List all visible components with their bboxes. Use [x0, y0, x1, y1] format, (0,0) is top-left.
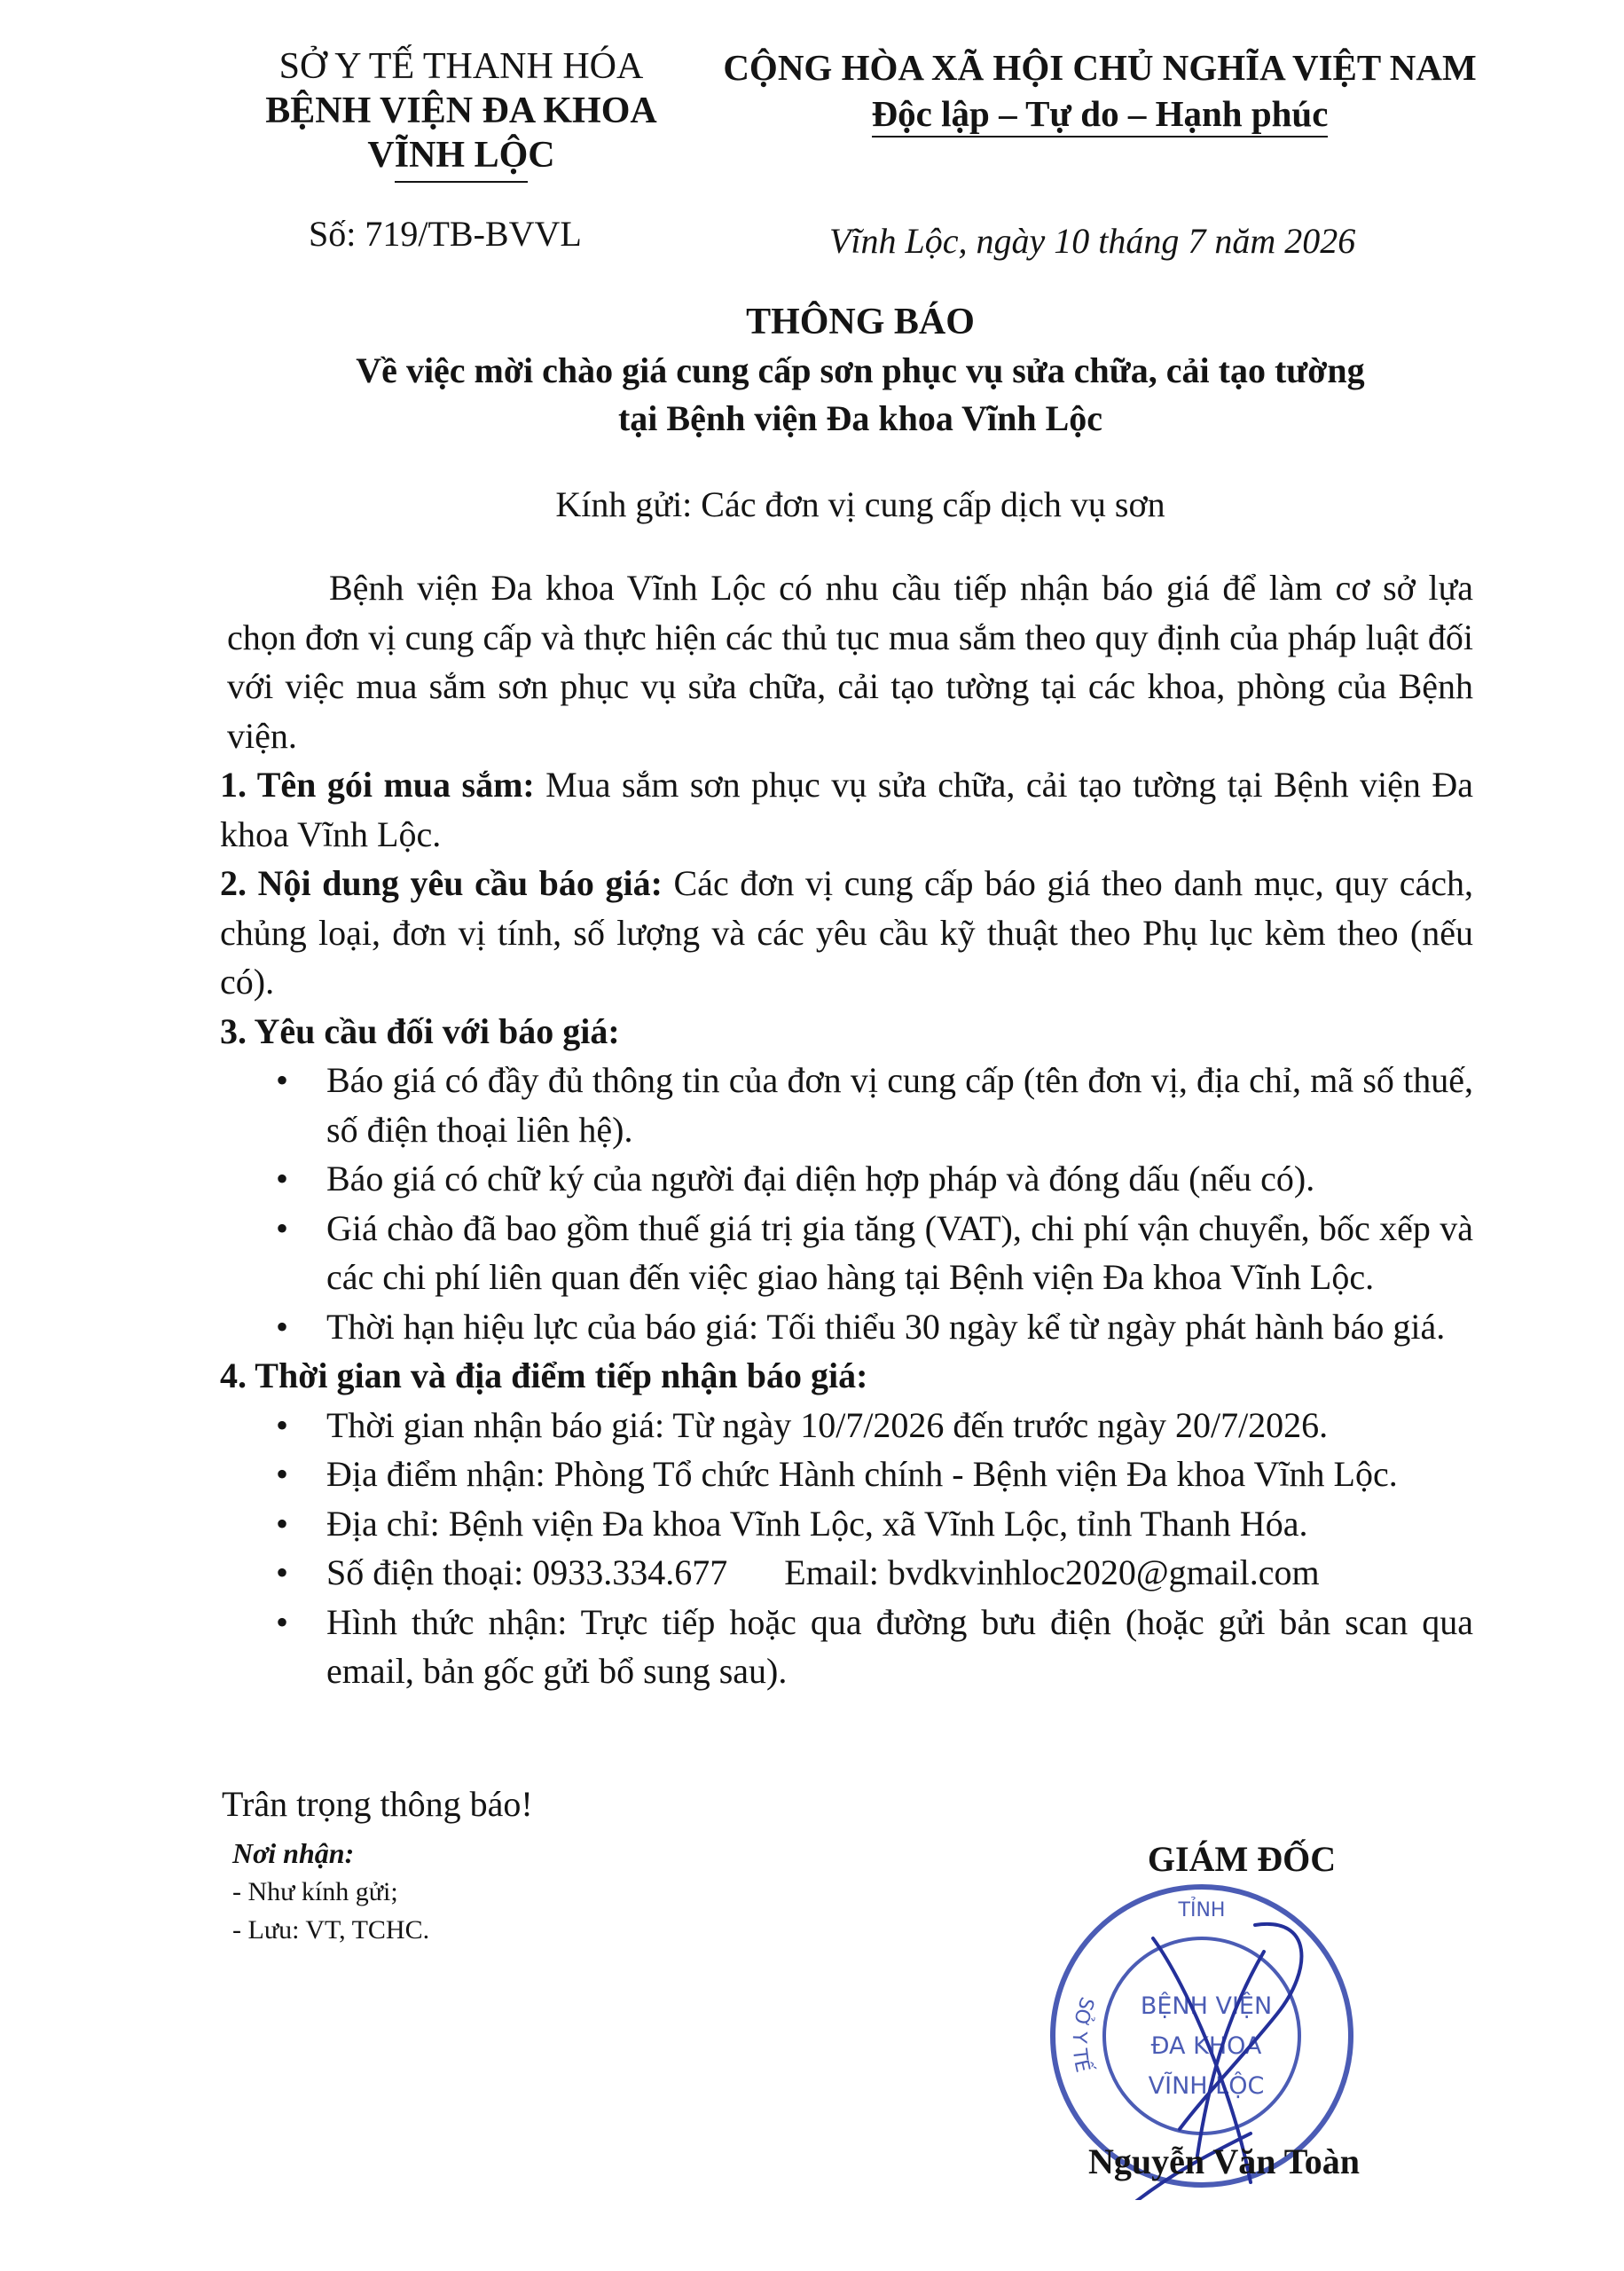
- section-4-list: [227, 1401, 1473, 1696]
- country-name: CỘNG HÒA XÃ HỘI CHỦ NGHĨA VIỆT NAM: [723, 47, 1477, 88]
- email-address: Email: bvdkvinhloc2020@gmail.com: [784, 1552, 1320, 1592]
- phone-number: Số điện thoại: 0933.334.677: [326, 1552, 728, 1592]
- hospital-name-line2: VĨNH LỘC: [367, 135, 555, 176]
- recipients-label: Nơi nhận:: [232, 1837, 355, 1869]
- document-number: Số: 719/TB-BVVL: [309, 214, 582, 254]
- section-2-label: 2. Nội dung yêu cầu báo giá:: [220, 863, 663, 903]
- signer-position: GIÁM ĐỐC: [1147, 1839, 1337, 1879]
- document-title: THÔNG BÁO: [746, 302, 975, 342]
- contact-item: [227, 1548, 1473, 1598]
- recipient-line: - Như kính gửi;: [232, 1877, 398, 1906]
- list-item: • Địa điểm nhận: Phòng Tổ chức Hành chính - Bệnh viện Đa khoa Vĩnh Lộc.: [227, 1450, 1473, 1499]
- hospital-name-line1: BỆNH VIỆN ĐA KHOA: [265, 90, 657, 131]
- list-item: • Thời gian nhận báo giá: Từ ngày 10/7/2026 đến trước ngày 20/7/2026.: [227, 1401, 1473, 1450]
- stamp-arc-left: SỞ Y TẾ: [1067, 1993, 1098, 2075]
- recipients-block: [232, 1835, 429, 1949]
- document-title-block: [177, 297, 1543, 443]
- place-date: Vĩnh Lộc, ngày 10 tháng 7 năm 2026: [829, 221, 1356, 261]
- section-1: [220, 760, 1473, 859]
- national-header: [701, 44, 1499, 137]
- list-item: • Giá chào đã bao gồm thuế giá trị gia tăng (VAT), chi phí vận chuyển, bốc xếp và các chi phí liên quan đến việc giao hàng tại Bệnh viện Đa khoa Vĩnh Lộc.: [227, 1204, 1473, 1302]
- issuer-header: [186, 44, 736, 183]
- closing-line: Trân trọng thông báo!: [222, 1784, 533, 1824]
- intro-paragraph: Bệnh viện Đa khoa Vĩnh Lộc có nhu cầu tiếp nhận báo giá để làm cơ sở lựa chọn đơn vị cung cấp và thực hiện các thủ tục mua sắm theo quy định của pháp luật đối với việc mua sắm sơn phục vụ sửa chữa, cải tạo tường tại các khoa, phòng của Bệnh viện.: [227, 568, 1473, 756]
- section-3-label: 3. Yêu cầu đối với báo giá:: [220, 1010, 620, 1051]
- stamp-line3: VĨNH LỘC: [1148, 2072, 1265, 2100]
- section-4-label: 4. Thời gian và địa điểm tiếp nhận báo giá:: [220, 1356, 868, 1395]
- recipient-line: - Lưu: VT, TCHC.: [232, 1915, 430, 1945]
- list-item: • Báo giá có đầy đủ thông tin của đơn vị cung cấp (tên đơn vị, địa chỉ, mã số thuế, số điện thoại liên hệ).: [227, 1056, 1473, 1154]
- agency-name: SỞ Y TẾ THANH HÓA: [279, 46, 644, 87]
- list-item: • Hình thức nhận: Trực tiếp hoặc qua đường bưu điện (hoặc gửi bản scan qua email, bản gốc gửi bổ sung sau).: [227, 1598, 1473, 1696]
- stamp-line2: ĐA KHOA: [1150, 2032, 1262, 2060]
- section-1-text: Mua sắm sơn phục vụ sửa chữa, cải tạo tường tại Bệnh viện Đa khoa Vĩnh Lộc.: [220, 765, 1474, 854]
- section-2: [220, 859, 1473, 1007]
- document-subtitle-line1: Về việc mời chào giá cung cấp sơn phục vụ sửa chữa, cải tạo tường: [356, 350, 1365, 390]
- list-item: • Thời hạn hiệu lực của báo giá: Tối thiểu 30 ngày kể từ ngày phát hành báo giá.: [227, 1302, 1473, 1352]
- stamp-top-text: TỈNH: [1178, 1899, 1226, 1921]
- section-1-label: 1. Tên gói mua sắm:: [220, 765, 535, 805]
- signer-name: Nguyễn Văn Toàn: [1087, 2141, 1361, 2181]
- national-motto: Độc lập – Tự do – Hạnh phúc: [872, 93, 1329, 138]
- header-underline: [395, 181, 528, 183]
- stamp-line1: BỆNH VIỆN: [1140, 1992, 1273, 2020]
- stamp-arc-text: [1068, 1994, 1098, 2076]
- document-subtitle-line2: tại Bệnh viện Đa khoa Vĩnh Lộc: [617, 398, 1103, 438]
- section-3-list: [227, 1056, 1473, 1351]
- document-body: [220, 563, 1474, 1696]
- greeting: Kính gửi: Các đơn vị cung cấp dịch vụ sơn: [555, 484, 1165, 524]
- list-item: • Địa chỉ: Bệnh viện Đa khoa Vĩnh Lộc, xã Vĩnh Lộc, tỉnh Thanh Hóa.: [227, 1499, 1473, 1549]
- list-item: • Báo giá có chữ ký của người đại diện hợp pháp và đóng dấu (nếu có).: [227, 1154, 1473, 1204]
- section-2-text: Các đơn vị cung cấp báo giá theo danh mục, quy cách, chủng loại, đơn vị tính, số lượng và các yêu cầu kỹ thuật theo Phụ lục kèm theo (nếu có).: [220, 863, 1473, 1002]
